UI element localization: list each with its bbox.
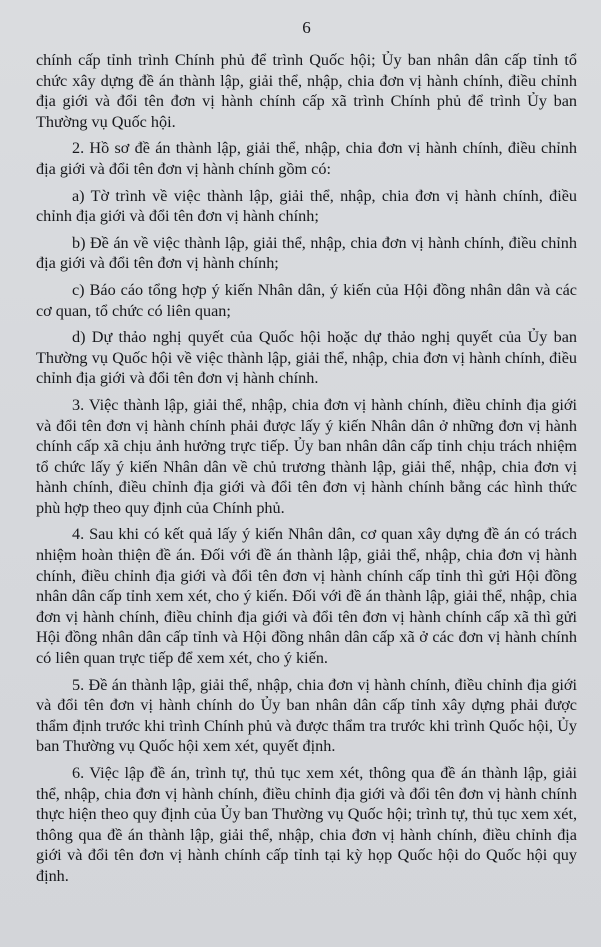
paragraph-clause-6: 6. Việc lập đề án, trình tự, thủ tục xem xét, thông qua đề án thành lập, giải thể, nhập, chia đơn vị hành chính, điều chỉnh địa giới và đổi tên đơn vị hành chính thực hiện theo quy định của Ủy ban Thường vụ Quốc hội; trình tự, thủ tục xem xét, thông qua đề án thành lập, giải thể, nhập, chia đơn vị hành chính, điều chỉnh địa giới và đổi tên đơn vị hành chính cấp tỉnh tại kỳ họp Quốc hội do Quốc hội quy định. (36, 764, 577, 885)
paragraph-item-b: b) Đề án về việc thành lập, giải thể, nhập, chia đơn vị hành chính, điều chỉnh địa giới và đổi tên đơn vị hành chính; (36, 233, 577, 273)
paragraph-clause-4: 4. Sau khi có kết quả lấy ý kiến Nhân dân, cơ quan xây dựng đề án có trách nhiệm hoàn thiện đề án. Đối với đề án thành lập, giải thể, nhập, chia đơn vị hành chính, điều chỉnh địa giới và đổi tên đơn vị hành chính cấp tỉnh thì gửi Hội đồng nhân dân cấp tỉnh xem xét, cho ý kiến. Đối với đề án thành lập, giải thể, nhập, chia đơn vị hành chính, điều chỉnh địa giới và đổi tên đơn vị hành chính cấp xã thì gửi Hội đồng nhân dân cấp tỉnh và Hội đồng nhân dân cấp xã ở các đơn vị hành chính có liên quan trực tiếp để xem xét, cho ý kiến. (36, 525, 577, 668)
paragraph-item-c: c) Báo cáo tổng hợp ý kiến Nhân dân, ý kiến của Hội đồng nhân dân và các cơ quan, tổ chức có liên quan; (36, 280, 577, 320)
paragraph-clause-3: 3. Việc thành lập, giải thể, nhập, chia đơn vị hành chính, điều chỉnh địa giới và đổi tên đơn vị hành chính phải được lấy ý kiến Nhân dân ở những đơn vị hành chính cấp xã chịu ảnh hưởng trực tiếp. Ủy ban nhân dân cấp tỉnh chịu trách nhiệm tổ chức lấy ý kiến Nhân dân về chủ trương thành lập, giải thể, nhập, chia đơn vị hành chính, điều chỉnh địa giới và đổi tên đơn vị hành chính bằng các hình thức phù hợp theo quy định của Chính phủ. (36, 395, 577, 517)
paragraph-item-d: d) Dự thảo nghị quyết của Quốc hội hoặc dự thảo nghị quyết của Ủy ban Thường vụ Quốc hội về việc thành lập, giải thể, nhập, chia đơn vị hành chính, điều chỉnh địa giới và đổi tên đơn vị hành chính. (36, 328, 577, 388)
paragraph-item-a: a) Tờ trình về việc thành lập, giải thể, nhập, chia đơn vị hành chính, điều chỉnh địa giới và đổi tên đơn vị hành chính; (36, 186, 577, 226)
paragraph-clause-5: 5. Đề án thành lập, giải thể, nhập, chia đơn vị hành chính, điều chỉnh địa giới và đổi tên đơn vị hành chính do Ủy ban nhân dân cấp tỉnh xây dựng phải được thẩm định trước khi trình Chính phủ và được thẩm tra trước khi trình Quốc hội, Ủy ban Thường vụ Quốc hội xem xét, quyết định. (36, 675, 577, 756)
paragraph-clause-2: 2. Hồ sơ đề án thành lập, giải thể, nhập, chia đơn vị hành chính, điều chỉnh địa giới và đổi tên đơn vị hành chính gồm có: (36, 139, 577, 178)
paragraph-continuation: chính cấp tỉnh trình Chính phủ để trình Quốc hội; Ủy ban nhân dân cấp tỉnh tổ chức xây dựng đề án thành lập, giải thể, nhập, chia đơn vị hành chính, điều chỉnh địa giới và đổi tên đơn vị hành chính cấp xã trình Chính phủ để trình Ủy ban Thường vụ Quốc hội. (36, 51, 577, 131)
page-number: 6 (302, 18, 311, 37)
